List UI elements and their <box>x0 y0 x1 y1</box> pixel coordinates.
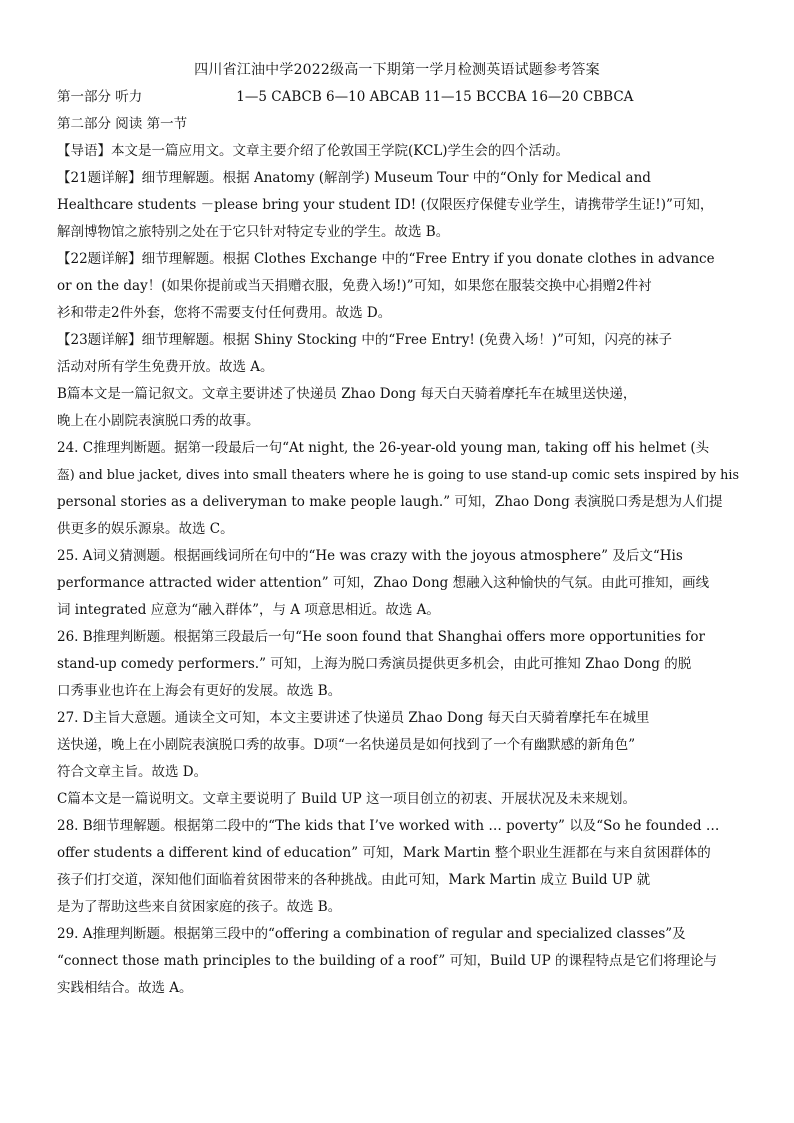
listening-label: 第一部分 听力 <box>57 89 143 105</box>
text-line: personal stories as a deliveryman to make people laugh.” 可知，Zhao Dong 表演脱口秀是想为人们提 <box>57 494 723 510</box>
section-heading-reading: 第二部分 阅读 第一节 <box>57 116 188 132</box>
text-line: Healthcare students －please bring your student ID! (仅限医疗保健专业学生，请携带学生证!)”可知， <box>57 197 714 213</box>
text-line: 盔) and blue jacket, dives into small theaters where he is going to use stand-up comic sets inspired by his <box>57 468 739 483</box>
text-line: “connect those math principles to the building of a roof” 可知，Build UP 的课程特点是它们将理论与 <box>57 953 718 969</box>
text-line: or on the day！(如果你提前或当天捐赠衣服，免费入场!)”可知，如果您在服装交换中心捐赠2件衬 <box>57 278 652 294</box>
document-title: 四川省江油中学2022级高一下期第一学月检测英语试题参考答案 <box>194 62 600 78</box>
text-line: 符合文章主旨。故选 D。 <box>57 764 208 780</box>
text-line: performance attracted wider attention” 可知，Zhao Dong 想融入这种愉快的气氛。由此可推知，画线 <box>57 575 710 591</box>
text-line: C篇本文是一篇说明文。文章主要说明了 Build UP 这一项目创立的初衷、开展状况及未来规划。 <box>57 791 637 807</box>
text-line: 【21题详解】细节理解题。根据 Anatomy (解剖学) Museum Tour 中的“Only for Medical and <box>57 170 651 186</box>
text-line: 孩子们打交道，深知他们面临着贫困带来的各种挑战。由此可知，Mark Martin 成立 Build UP 就 <box>57 872 651 888</box>
text-line: 25. A词义猜测题。根据画线词所在句中的“He was crazy with the joyous atmosphere” 及后文“His <box>57 548 683 564</box>
document-body <box>57 84 749 1002</box>
text-line: 解剖博物馆之旅特别之处在于它只针对特定专业的学生。故选 B。 <box>57 224 450 240</box>
text-line: 词 integrated 应意为“融入群体”，与 A 项意思相近。故选 A。 <box>57 602 440 618</box>
text-line: B篇本文是一篇记叙文。文章主要讲述了快递员 Zhao Dong 每天白天骑着摩托车在城里送快递， <box>57 386 637 402</box>
text-line: 24. C推理判断题。据第一段最后一句“At night, the 26-year-old young man, taking off his helmet (头 <box>57 440 710 456</box>
text-line: 29. A推理判断题。根据第三段中的“offering a combination of regular and specialized classes”及 <box>57 926 686 942</box>
text-line: 实践相结合。故选 A。 <box>57 980 193 996</box>
text-line: 供更多的娱乐源泉。故选 C。 <box>57 521 234 537</box>
text-line: 晚上在小剧院表演脱口秀的故事。 <box>57 413 260 429</box>
text-line: stand-up comedy performers.” 可知，上海为脱口秀演员提供更多机会，由此可推知 Zhao Dong 的脱 <box>57 656 692 672</box>
text-line: 衫和带走2件外套，您将不需要支付任何费用。故选 D。 <box>57 305 392 321</box>
listening-answers: 1—5 CABCB 6—10 ABCAB 11—15 BCCBA 16—20 CBBCA <box>236 89 634 105</box>
text-line: 26. B推理判断题。根据第三段最后一句“He soon found that Shanghai offers more opportunities for <box>57 629 706 645</box>
text-line: offer students a different kind of education” 可知，Mark Martin 整个职业生涯都在与来自贫困群体的 <box>57 845 711 861</box>
text-line: 27. D主旨大意题。通读全文可知，本文主要讲述了快递员 Zhao Dong 每天白天骑着摩托车在城里 <box>57 710 650 726</box>
text-line: 活动对所有学生免费开放。故选 A。 <box>57 359 274 375</box>
section-heading-listening <box>57 84 749 111</box>
text-line: 【22题详解】细节理解题。根据 Clothes Exchange 中的“Free Entry if you donate clothes in advance <box>57 251 715 267</box>
text-line: 口秀事业也许在上海会有更好的发展。故选 B。 <box>57 683 342 699</box>
text-line: 送快递，晚上在小剧院表演脱口秀的故事。D项“一名快递员是如何找到了一个有幽默感的新角色” <box>57 737 636 753</box>
text-line: 【23题详解】细节理解题。根据 Shiny Stocking 中的“Free Entry! (免费入场！)”可知，闪亮的袜子 <box>57 332 673 348</box>
text-line: 是为了帮助这些来自贫困家庭的孩子。故选 B。 <box>57 899 342 915</box>
text-line: 【导语】本文是一篇应用文。文章主要介绍了伦敦国王学院(KCL)学生会的四个活动。 <box>57 143 570 159</box>
text-line: 28. B细节理解题。根据第二段中的“The kids that I’ve worked with … poverty” 以及“So he founded … <box>57 818 720 834</box>
